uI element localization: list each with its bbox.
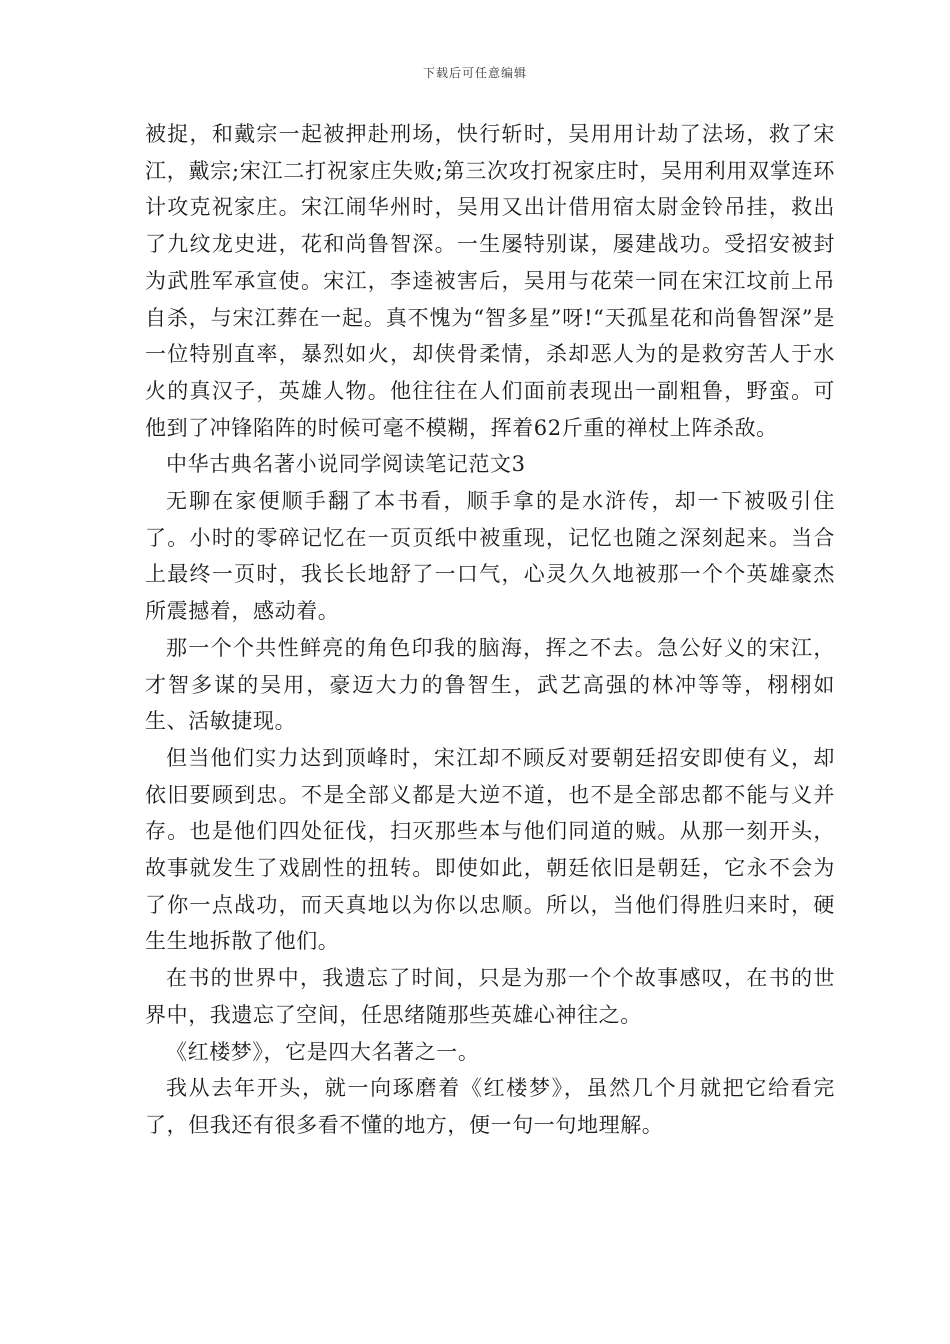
paragraph: 我从去年开头，就一向琢磨着《红楼梦》，虽然几个月就把它给看完了，但我还有很多看不懂的地方，便一句一句地理解。 [145, 1076, 835, 1137]
paragraph: 无聊在家便顺手翻了本书看，顺手拿的是水浒传，却一下被吸引住了。小时的零碎记忆在一页页纸中被重现，记忆也随之深刻起来。当合上最终一页时，我长长地舒了一口气，心灵久久地被那一个个英雄豪杰所震撼着，感动着。 [145, 489, 835, 624]
paragraph: 《红楼梦》，它是四大名著之一。 [166, 1039, 480, 1064]
section-heading: 中华古典名著小说同学阅读笔记范文3 [166, 452, 526, 477]
paragraph: 那一个个共性鲜亮的角色印我的脑海，挥之不去。急公好义的宋江，才智多谋的吴用，豪迈大力的鲁智生，武艺高强的林冲等等，栩栩如生、活敏捷现。 [145, 635, 835, 734]
paragraph-continued: 被捉，和戴宗一起被押赴刑场，快行斩时，吴用用计劫了法场，救了宋江，戴宗;宋江二打祝家庄失败;第三次攻打祝家庄时，吴用利用双掌连环计攻克祝家庄。宋江闹华州时，吴用又出计借用宿太尉金铃吊挂，救出了九纹龙史进，花和尚鲁智深。一生屡特别谋，屡建战功。受招安被封为武胜军承宣使。宋江，李逵被害后，吴用与花荣一同在宋江坟前上吊自杀，与宋江葬在一起。真不愧为“智多星”呀!“天孤星花和尚鲁智深”是一位特别直率，暴烈如火，却侠骨柔情，杀却恶人为的是救穷苦人于水火的真汉子，英雄人物。他往往在人们面前表现出一副粗鲁，野蛮。可他到了冲锋陷阵的时候可毫不模糊，挥着62斤重的禅杖上阵杀敌。 [145, 122, 835, 440]
paragraph: 但当他们实力达到顶峰时，宋江却不顾反对要朝廷招安即使有义，却依旧要顾到忠。不是全部义都是大逆不道，也不是全部忠都不能与义并存。也是他们四处征伐，扫灭那些本与他们同道的贼。从那一刻开头，故事就发生了戏剧性的扭转。即使如此，朝廷依旧是朝廷，它永不会为了你一点战功，而天真地以为你以忠顺。所以，当他们得胜归来时，硬生生地拆散了他们。 [145, 745, 835, 954]
page-header: 下载后可任意编辑 [422, 66, 527, 80]
paragraph: 在书的世界中，我遗忘了时间，只是为那一个个故事感叹，在书的世界中，我遗忘了空间，任思绪随那些英雄心神往之。 [145, 966, 835, 1027]
document-body [145, 116, 835, 1144]
